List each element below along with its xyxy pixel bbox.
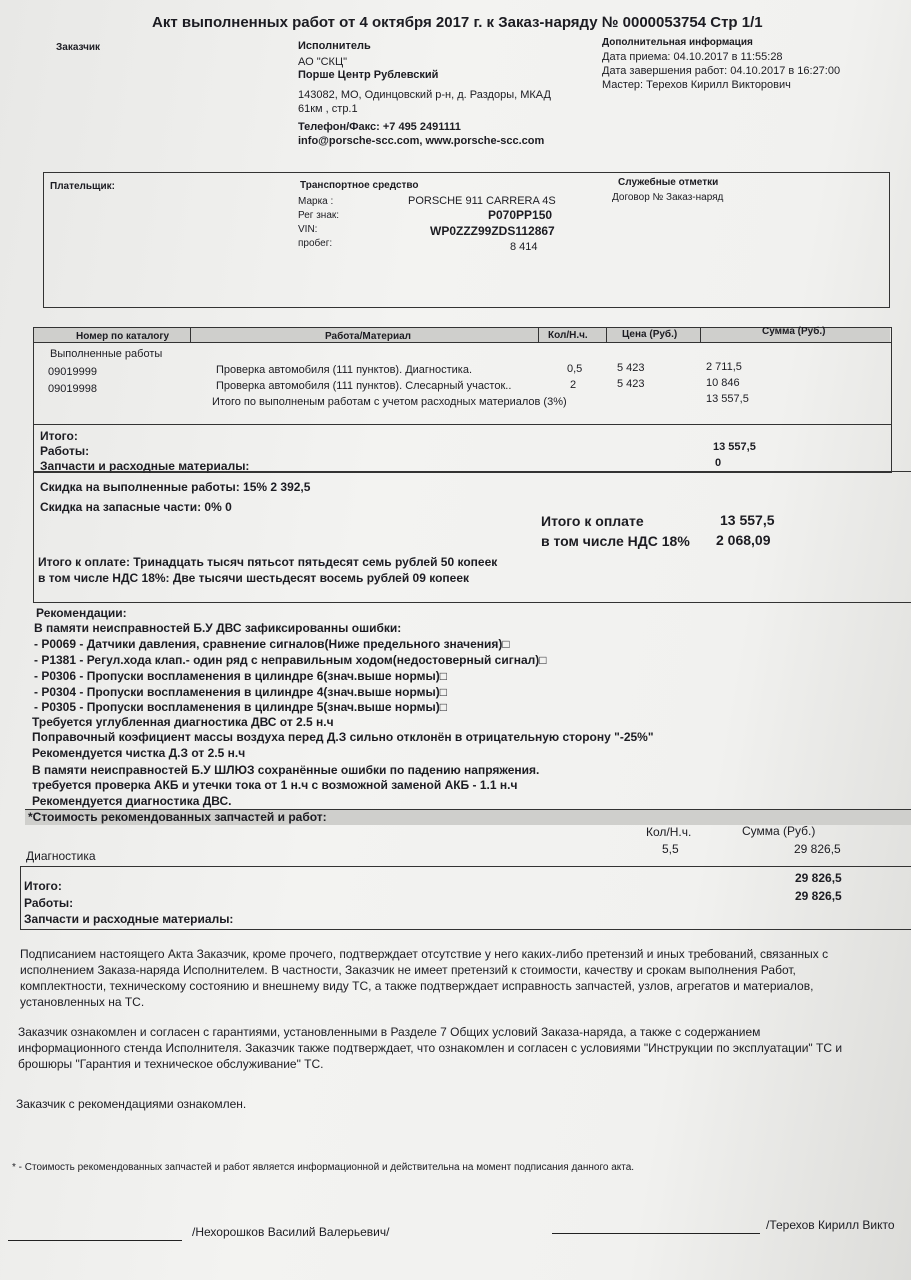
executor-address-line2: 61км , стр.1 [298, 103, 358, 115]
executor-label: Исполнитель [298, 40, 371, 52]
vat-value: 2 068,09 [716, 532, 771, 548]
works-total-label: Работы: [40, 444, 90, 458]
total-label: Итого: [40, 429, 78, 443]
date-completed: Дата завершения работ: 04.10.2017 в 16:27:00 [602, 65, 841, 77]
document-title: Акт выполненных работ от 4 октября 2017 г. к Заказ-наряду № 0000053754 Стр 1/1 [152, 14, 763, 31]
header-price: Цена (Руб.) [622, 329, 678, 340]
vat-label: в том числе НДС 18% [541, 533, 690, 549]
recommended-item-qty: 5,5 [662, 842, 679, 856]
recommendation-line: В памяти неисправностей Б.У ШЛЮЗ сохранённые ошибки по падению напряжения. [32, 763, 540, 777]
work-code: 09019999 [48, 366, 97, 378]
customer-label: Заказчик [56, 42, 101, 53]
contract-info: Договор № Заказ-наряд [612, 192, 724, 203]
col-divider [606, 327, 607, 343]
works-total-value: 13 557,5 [713, 441, 756, 453]
work-price: 5 423 [617, 362, 645, 374]
reg-label: Рег знак: [298, 210, 340, 221]
recommended-qty-header: Кол/Н.ч. [646, 825, 692, 839]
recommendation-line: - P1381 - Регул.хода клап.- один ряд с неправильным ходом(недостоверный сигнал)□ [34, 653, 547, 667]
vat-words: в том числе НДС 18%: Две тысячи шестьдесят восемь рублей 09 копеек [38, 571, 470, 585]
work-name: Проверка автомобиля (111 пунктов). Слесарный участок.. [216, 380, 512, 392]
col-divider [538, 327, 539, 343]
reg-value: P070PP150 [488, 208, 553, 222]
header-work: Работа/Материал [325, 331, 412, 342]
mileage-value: 8 414 [510, 241, 538, 253]
to-pay-words: Итого к оплате: Тринадцать тысяч пятьсот пятьдесят семь рублей 50 копеек [38, 555, 498, 569]
recommendation-line: Рекомендуется диагностика ДВС. [32, 794, 232, 808]
parts-discount: Скидка на запасные части: 0% 0 [40, 500, 232, 514]
header-qty: Кол/Н.ч. [548, 330, 588, 341]
work-name: Проверка автомобиля (111 пунктов). Диагностика. [216, 364, 473, 376]
signature-line-right [552, 1233, 760, 1234]
executor-company: Порше Центр Рублевский [298, 69, 439, 81]
to-pay-label: Итого к оплате [541, 513, 644, 529]
vin-label: VIN: [298, 224, 318, 235]
footnote: * - Стоимость рекомендованных запчастей и работ является информационной и действительна на момент подписания данного акта. [12, 1162, 635, 1173]
works-discount: Скидка на выполненные работы: 15% 2 392,5 [40, 480, 311, 494]
recommendation-line: Поправочный коэфициент массы воздуха перед Д.З сильно отклонён в отрицательную сторону "-25%" [32, 730, 654, 744]
work-sum: 2 711,5 [706, 361, 742, 373]
recommended-works-value: 29 826,5 [795, 889, 842, 903]
service-notes-label: Служебные отметки [618, 177, 719, 188]
header-catalog: Номер по каталогу [76, 331, 170, 342]
extra-info-label: Дополнительная информация [602, 37, 753, 48]
recommended-sum-header: Сумма (Руб.) [742, 824, 816, 838]
recommendations-title: Рекомендации: [36, 606, 127, 620]
work-qty: 2 [570, 379, 577, 391]
work-code: 09019998 [48, 383, 97, 395]
date-received: Дата приема: 04.10.2017 в 11:55:28 [602, 51, 783, 63]
col-divider [700, 327, 701, 343]
works-subtotal-value: 13 557,5 [706, 393, 749, 405]
recommendation-line: - P0305 - Пропуски воспламенения в цилиндре 5(знач.выше нормы)□ [34, 700, 448, 714]
recommended-total-value: 29 826,5 [795, 871, 842, 885]
header-sum: Сумма (Руб.) [762, 326, 826, 337]
totals-divider [33, 424, 891, 425]
vehicle-box [43, 172, 890, 308]
executor-address-line1: 143082, МО, Одинцовский р-н, д. Раздоры, МКАД [298, 89, 551, 101]
recommendation-line: - P0069 - Датчики давления, сравнение сигналов(Ниже предельного значения)□ [34, 637, 510, 651]
col-divider [190, 327, 191, 343]
legal-paragraph-1: Подписанием настоящего Акта Заказчик, кроме прочего, подтверждает отсутствие у него каких-либо претензий и иных требований, связанных с исполнением Заказа-наряда Исполнителем. В частности, Заказчик не имеет претензий к стоимости, качеству и срокам выполнения Работ, комплектности, техническому состоянию и внешнему виду ТС, а также подтверждает исправность запчастей, узлов, агрегатов и материалов, установленных на ТС. [20, 947, 829, 1009]
recommendation-line: требуется проверка АКБ и утечки тока от 1 н.ч с возможной заменой АКБ - 1.1 н.ч [32, 778, 518, 792]
master-name: Мастер: Терехов Кирилл Викторович [602, 79, 791, 91]
signature-name-left: /Нехорошков Василий Валерьевич/ [192, 1225, 390, 1239]
mileage-label: пробег: [298, 238, 333, 249]
legal-paragraph-3: Заказчик с рекомендациями ознакомлен. [16, 1097, 247, 1111]
signature-name-right: /Терехов Кирилл Викто [766, 1218, 895, 1232]
parts-total-value: 0 [715, 457, 722, 469]
vin-value: WP0ZZZ99ZDS112867 [430, 224, 555, 238]
works-section-label: Выполненные работы [50, 348, 163, 360]
recommendation-line: Рекомендуется чистка Д.З от 2.5 н.ч [32, 746, 246, 760]
recommended-parts-label: Запчасти и расходные материалы: [24, 912, 234, 926]
recommended-item-name: Диагностика [26, 849, 96, 863]
brand-label: Марка : [298, 196, 334, 207]
recommendation-line: - P0304 - Пропуски воспламенения в цилиндре 4(знач.выше нормы)□ [34, 685, 448, 699]
work-price: 5 423 [617, 378, 645, 390]
recommended-item-sum: 29 826,5 [794, 842, 841, 856]
parts-total-label: Запчасти и расходные материалы: [40, 459, 250, 473]
signature-line-left [8, 1240, 182, 1241]
executor-name: АО "СКЦ" [298, 56, 348, 68]
recommended-costs-title: *Стоимость рекомендованных запчастей и работ: [28, 810, 327, 824]
recommendation-line: В памяти неисправностей Б.У ДВС зафиксированны ошибки: [34, 621, 402, 635]
recommendation-line: Требуется углубленная диагностика ДВС от 2.5 н.ч [32, 715, 334, 729]
legal-paragraph-2: Заказчик ознакомлен и согласен с гарантиями, установленными в Разделе 7 Общих условий Заказа-наряда, а также с содержанием информационного стенда Исполнителя. Заказчик также подтверждает, что ознакомлен и согласен с условиями "Инструкции по эксплуатации" ТС и брошюры "Гарантия и техническое обслуживание" ТС. [18, 1025, 843, 1071]
payer-label: Плательщик: [50, 181, 115, 192]
executor-email: info@porsche-scc.com, www.porsche-scc.com [298, 135, 545, 147]
brand-value: PORSCHE 911 CARRERA 4S [408, 195, 556, 207]
to-pay-value: 13 557,5 [720, 512, 775, 528]
executor-phone: Телефон/Факс: +7 495 2491111 [298, 121, 461, 133]
work-qty: 0,5 [567, 363, 583, 375]
work-sum: 10 846 [706, 377, 740, 389]
recommended-total-label: Итого: [24, 879, 62, 893]
recommendation-line: - P0306 - Пропуски воспламенения в цилиндре 6(знач.выше нормы)□ [34, 669, 448, 683]
works-subtotal-label: Итого по выполненым работам с учетом расходных материалов (3%) [212, 396, 567, 408]
recommended-works-label: Работы: [24, 896, 74, 910]
vehicle-section-label: Транспортное средство [300, 180, 419, 191]
